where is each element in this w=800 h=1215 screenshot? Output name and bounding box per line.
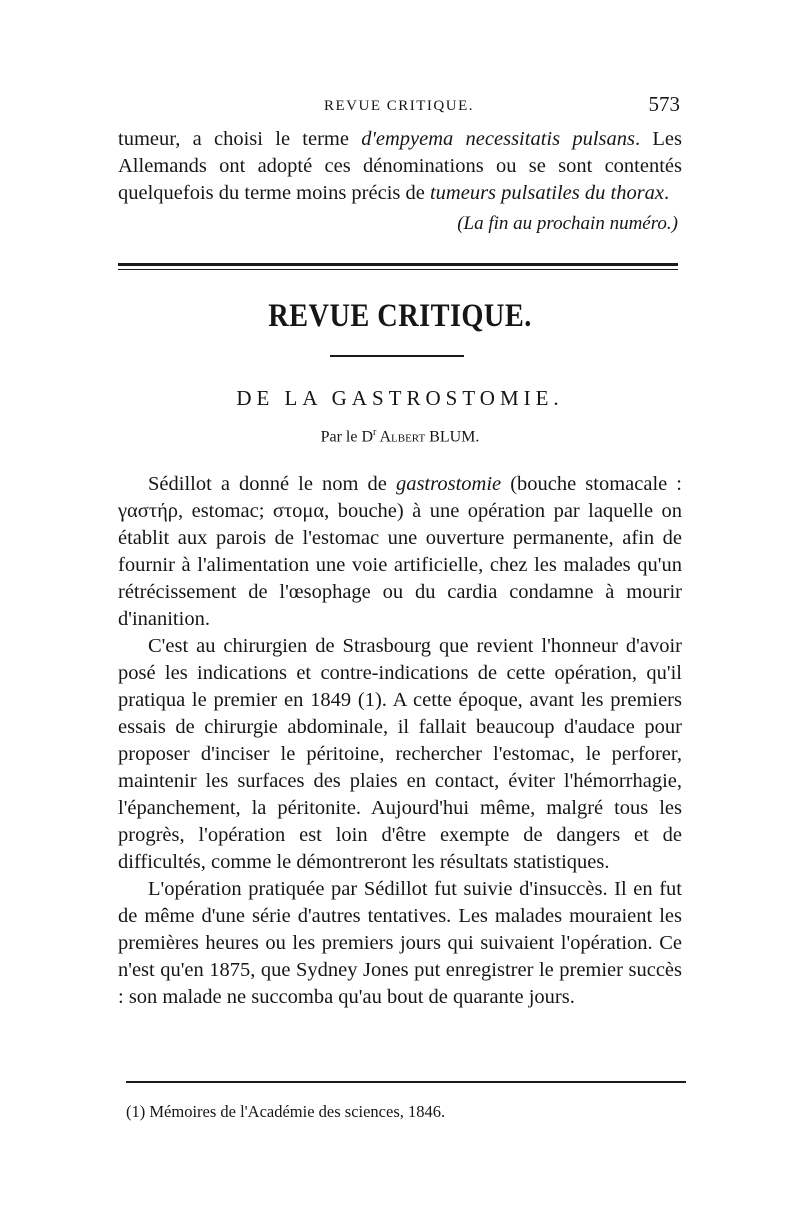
article-body: [118, 471, 682, 1011]
previous-article-ending: [118, 126, 682, 207]
running-title: REVUE CRITIQUE.: [324, 98, 474, 114]
running-header: [118, 92, 680, 122]
title-rule: [330, 355, 464, 357]
page-number: 573: [648, 92, 680, 116]
previous-article-paragraph: [118, 126, 682, 207]
divider-thin-line: [118, 269, 678, 270]
author-byline: [118, 427, 682, 446]
text-span: (bouche stomacale : γαστήρ, estomac; στομα, bouche) à une opération par laquelle on établit aux parois de l'estomac une ouverture permanente, afin de fournir à l'alimentation une voie artificielle, chez les malades qu'un rétrécissement de l'œsophage ou du cardia condamne à mourir d'inanition.: [118, 473, 682, 630]
footnote-rule: [126, 1081, 686, 1083]
italic-term: d'empyema necessitatis pulsans: [361, 128, 635, 150]
text-span: .: [664, 182, 670, 204]
italic-term: gastrostomie: [395, 473, 502, 495]
paragraph-3: L'opération pratiquée par Sédillot fut suivie d'insuccès. Il en fut de même d'une série d'autres tentatives. Les malades mouraient les premières heures ou les premiers jours qui suivaient l'opération. Ce n'est qu'en 1875, que Sydney Jones put enregistrer le premier succès : son malade ne succomba qu'au bout de quarante jours.: [118, 878, 682, 1008]
paragraph-2: C'est au chirurgien de Strasbourg que revient l'honneur d'avoir posé les indications et contre-indications de cette opération, qu'il pratiqua le premier en 1849 (1). A cette époque, avant les premiers essais de chirurgie abdominale, il fallait beaucoup d'audace pour proposer d'inciser le péritoine, rechercher l'estomac, le perforer, maintenir les surfaces des plaies en contact, éviter l'hémorrhagie, l'épanchement, la péritonite. Aujourd'hui même, malgré tous les progrès, l'opération est loin d'être exempte de dangers et de difficultés, comme le démontreront les résultats statistiques.: [118, 635, 682, 873]
text-span: . Les Allemands ont adopté ces dénominations ou se sont contentés quelquefois du terme moins précis de: [118, 128, 682, 204]
continued-note: (La fin au prochain numéro.): [457, 213, 678, 234]
italic-term: tumeurs pulsatiles du thorax: [429, 182, 665, 204]
text-span: tumeur, a choisi le terme: [118, 128, 362, 150]
byline-superscript: r: [373, 427, 377, 438]
section-divider: [118, 263, 678, 270]
text-span: Sédillot a donné le nom de: [148, 473, 396, 495]
paragraph-1: [118, 471, 682, 633]
author-name: Albert BLUM.: [376, 428, 480, 446]
section-title: REVUE CRITIQUE.: [268, 298, 532, 334]
byline-prefix: Par le D: [320, 428, 373, 446]
divider-thick-line: [118, 263, 678, 266]
footnote: (1) Mémoires de l'Académie des sciences, 1846.: [126, 1102, 446, 1121]
article-subtitle: DE LA GASTROSTOMIE.: [236, 386, 564, 410]
